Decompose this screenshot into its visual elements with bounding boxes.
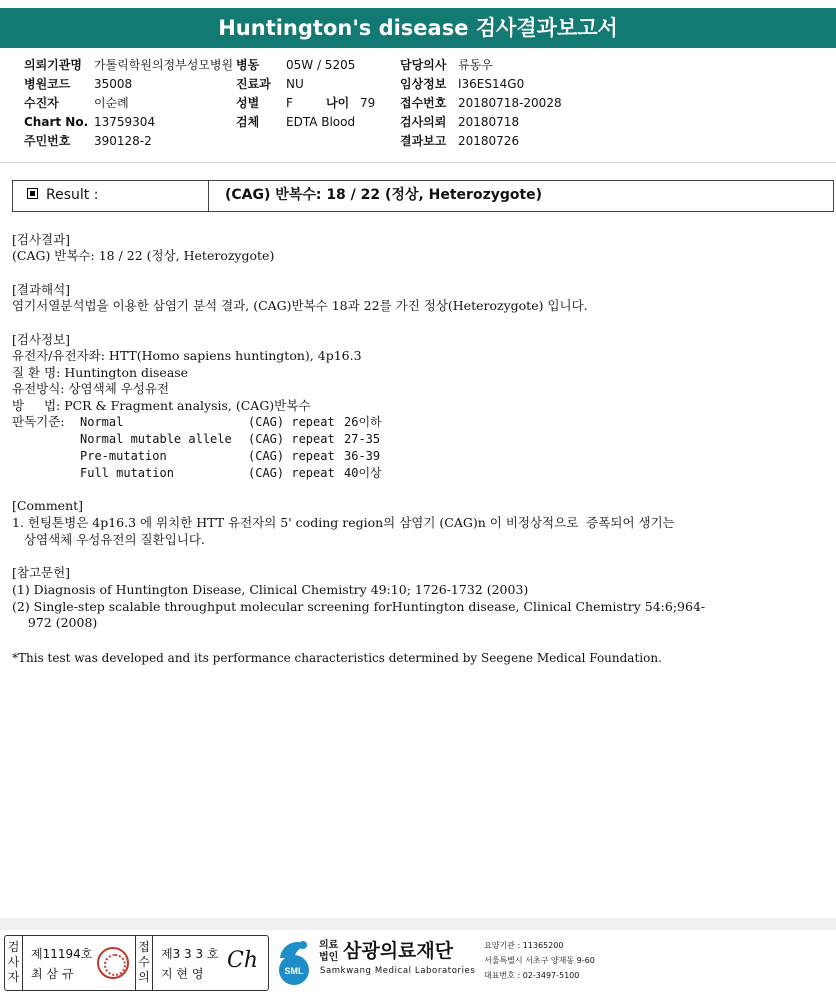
result-text: (CAG) 반복수: 18 / 22 (정상, Heterozygote)	[12, 248, 275, 263]
reference-line: 972 (2008)	[12, 615, 98, 630]
criteria-name: Pre-mutation	[80, 449, 167, 463]
header-divider	[0, 162, 836, 163]
criteria-range: 27-35	[344, 432, 381, 446]
field-label: 진료과	[236, 77, 271, 91]
criteria-repeat: (CAG) repeat	[248, 415, 335, 429]
reference-line: (2) Single-step scalable throughput molecular screening forHuntington disease, Clinical Chemistry 54:6;964-	[12, 599, 706, 614]
header-left-column	[24, 56, 233, 151]
signature-box	[4, 935, 269, 991]
result-label-cell	[13, 181, 209, 211]
field-label: 병동	[236, 58, 260, 72]
field-label: 접수번호	[400, 96, 447, 110]
interpretation-text: 염기서열분석법을 이용한 삼염기 분석 결과, (CAG)반복수 18과 22를 가진 정상(Heterozygote) 입니다.	[12, 298, 588, 313]
tester-number: 제11194호	[31, 947, 93, 961]
header-mid-column	[236, 56, 375, 132]
field-value: 20180718	[458, 115, 520, 129]
field-value: 390128-2	[94, 134, 152, 148]
header-field	[400, 75, 562, 94]
header-field	[400, 56, 562, 75]
tester-name: 최 삼 규	[31, 967, 74, 981]
logo-text: SML	[284, 966, 304, 976]
header-field	[24, 94, 233, 113]
receiver-number: 제3 3 3 호	[161, 947, 219, 961]
org-address: 서울특별시 서초구 양재동 9-60	[484, 956, 595, 965]
criteria-label: 판독기준:	[12, 414, 65, 429]
header-field	[400, 113, 562, 132]
result-box	[12, 180, 834, 212]
field-value: 가톨릭학원의정부성모병원	[94, 58, 234, 72]
field-label: 결과보고	[400, 134, 447, 148]
result-value: (CAG) 반복수: 18 / 22 (정상, Heterozygote)	[225, 187, 543, 203]
field-value: 20180726	[458, 134, 520, 148]
comment-heading: [Comment]	[12, 498, 84, 513]
seal-stamp-icon	[97, 947, 129, 979]
field-label: 주민번호	[24, 134, 71, 148]
references-heading: [참고문헌]	[12, 565, 71, 580]
field-value: 05W / 5205	[286, 58, 356, 72]
field-value: 이순례	[94, 96, 129, 110]
field-label: 수진자	[24, 96, 59, 110]
reference-line: (1) Diagnosis of Huntington Disease, Clinical Chemistry 49:10; 1726-1732 (2003)	[12, 582, 529, 597]
field-label: 성별	[236, 96, 260, 110]
field-value: 20180718-20028	[458, 96, 562, 110]
interpretation-heading: [결과해석]	[12, 282, 71, 297]
field-label: 검사의뢰	[400, 115, 447, 129]
age-value: 79	[360, 96, 376, 110]
receiver-column-label: 접 수 의	[135, 936, 153, 990]
comment-line: 1. 헌팅톤병은 4p16.3 에 위치한 HTT 유전자의 5' coding region의 삼염기 (CAG)n 이 비정상적으로 증폭되어 생기는	[12, 515, 675, 530]
criteria-repeat: (CAG) repeat	[248, 466, 335, 480]
header-field	[400, 132, 562, 151]
header-field	[236, 56, 375, 75]
org-phone: 대표번호 : 02-3497-5100	[484, 971, 580, 980]
receiver-name: 지 현 영	[161, 967, 204, 981]
sml-logo-icon	[272, 936, 316, 986]
header-right-column	[400, 56, 562, 151]
criteria-repeat: (CAG) repeat	[248, 432, 335, 446]
criteria-range: 36-39	[344, 449, 381, 463]
field-value: I36ES14G0	[458, 77, 525, 91]
criteria-range: 26이하	[344, 415, 382, 429]
field-value: F	[286, 96, 293, 110]
result-label: Result :	[46, 187, 99, 203]
criteria-range: 40이상	[344, 466, 382, 480]
test-info-line: 유전방식: 상염색체 우성유전	[12, 381, 170, 396]
header-field	[236, 94, 375, 113]
field-value: EDTA Blood	[286, 115, 356, 129]
criteria-repeat: (CAG) repeat	[248, 449, 335, 463]
field-label: Chart No.	[24, 115, 89, 129]
criteria-name: Normal mutable allele	[80, 432, 232, 446]
header-field	[24, 132, 233, 151]
tester-column-label: 검 사 자	[5, 936, 23, 990]
header-field	[400, 94, 562, 113]
result-heading: [검사결과]	[12, 232, 71, 247]
report-title: Huntington's disease 검사결과보고서	[0, 8, 836, 48]
test-info-line: 질 환 명: Huntington disease	[12, 365, 189, 380]
org-english-name: Samkwang Medical Laboratories	[320, 966, 476, 976]
field-value: 류동우	[458, 58, 493, 72]
test-info-line: 유전자/유전자좌: HTT(Homo sapiens huntington), 4p16.3	[12, 348, 362, 363]
header-field	[24, 113, 233, 132]
header-field	[236, 75, 375, 94]
footnote: *This test was developed and its performance characteristics determined by Seegene Medical Foundation.	[12, 651, 662, 665]
field-label: 임상정보	[400, 77, 447, 91]
org-code: 요양기관 : 11365200	[484, 941, 564, 950]
header-field	[24, 75, 233, 94]
header-field	[24, 56, 233, 75]
field-label: 검체	[236, 115, 260, 129]
field-value: 35008	[94, 77, 133, 91]
test-info-heading: [검사정보]	[12, 332, 71, 347]
field-label: 병원코드	[24, 77, 71, 91]
footer-band	[0, 918, 836, 930]
age-label: 나이	[326, 96, 350, 110]
criteria-name: Normal	[80, 415, 124, 429]
checkbox-icon	[27, 188, 38, 199]
field-label: 담당의사	[400, 58, 447, 72]
org-prefix: 의료 법인	[319, 940, 339, 963]
field-value: NU	[286, 77, 304, 91]
test-info-line: 방 법: PCR & Fragment analysis, (CAG)반복수	[12, 398, 311, 413]
field-label: 의뢰기관명	[24, 58, 82, 72]
comment-line: 상염색체 우성유전의 질환입니다.	[12, 532, 205, 547]
criteria-name: Full mutation	[80, 466, 174, 480]
header-field	[236, 113, 375, 132]
field-value: 13759304	[94, 115, 156, 129]
signature: Ch	[227, 948, 259, 973]
org-name: 삼광의료재단	[343, 940, 454, 962]
